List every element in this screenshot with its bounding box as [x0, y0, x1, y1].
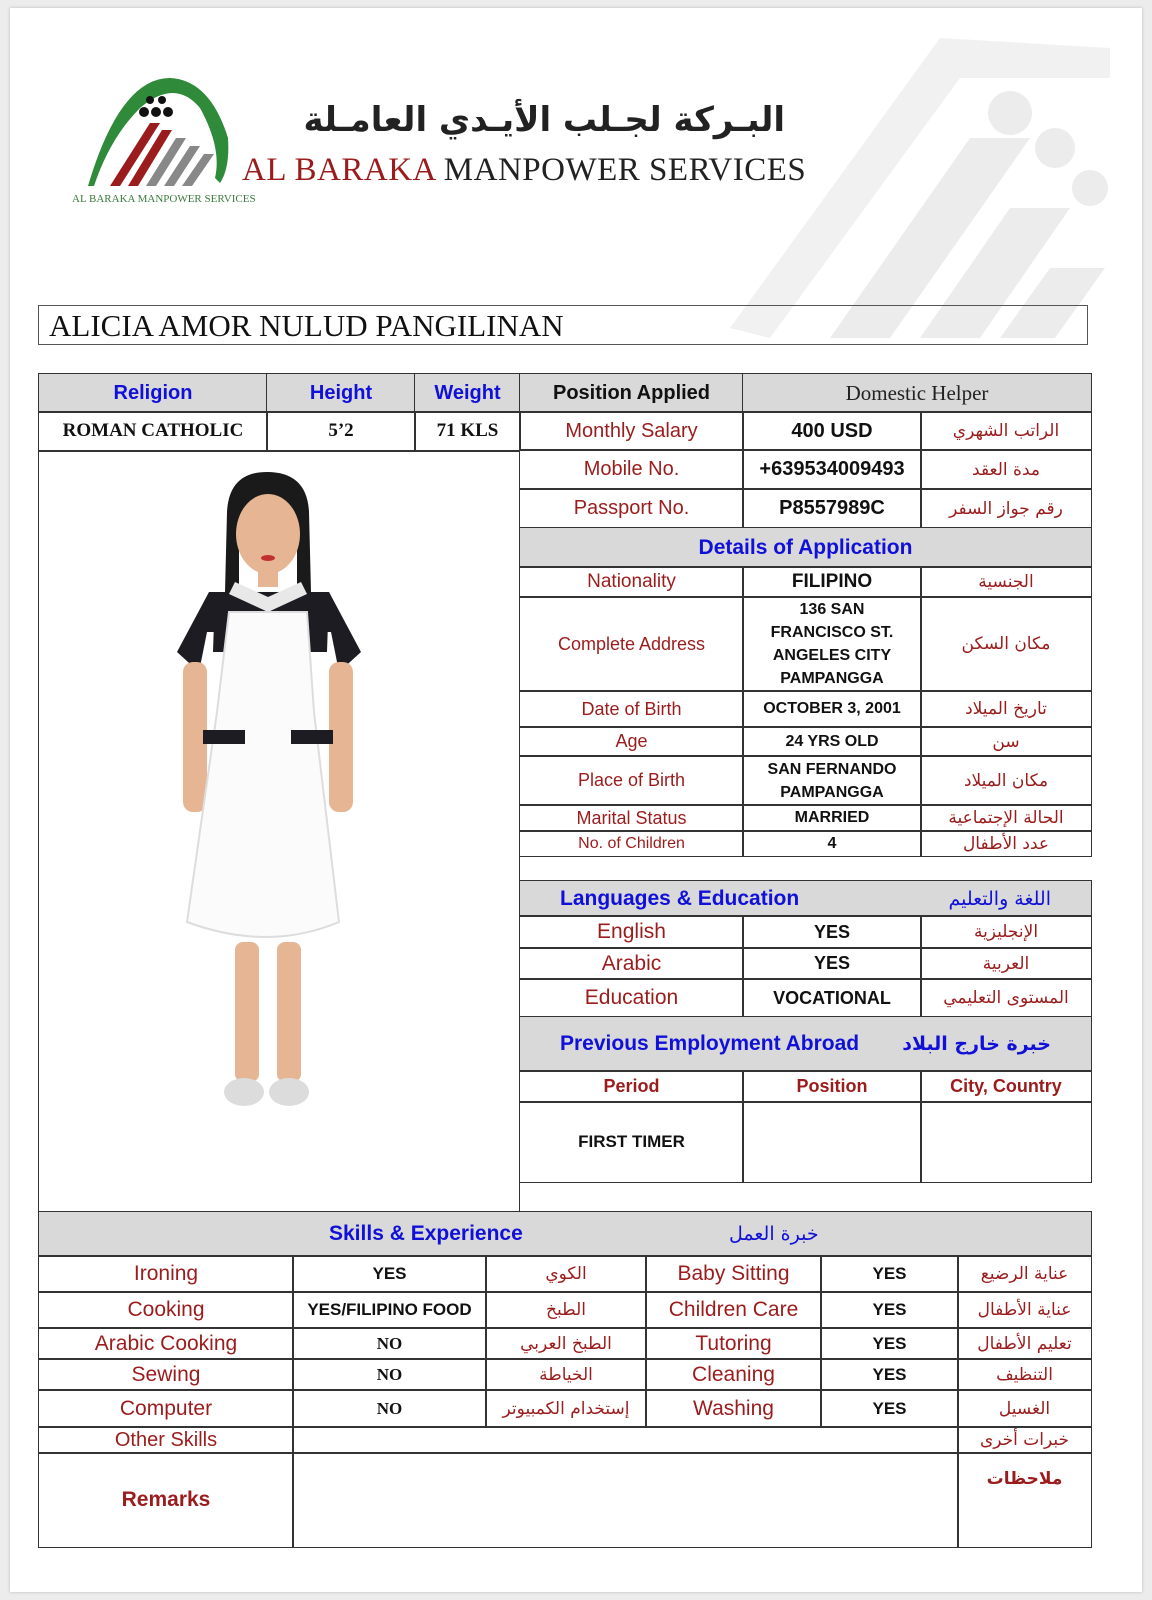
skill-baby-sitting-label-ar: عناية الرضيع	[957, 1255, 1092, 1293]
pob-label: Place of Birth	[519, 755, 744, 806]
employment-city-value	[920, 1101, 1092, 1183]
age-label: Age	[519, 726, 744, 757]
english-label-ar: الإنجليزية	[920, 915, 1092, 949]
education-value: VOCATIONAL	[742, 978, 922, 1018]
height-header: Height	[266, 373, 416, 413]
skill-cleaning-value: YES	[820, 1358, 959, 1391]
remarks-label: Remarks	[38, 1452, 294, 1548]
english-company-title	[242, 152, 806, 189]
weight-header: Weight	[414, 373, 521, 413]
skill-ironing-label-ar: الكوي	[485, 1255, 647, 1293]
skill-computer-value: NO	[292, 1389, 487, 1428]
nationality-label: Nationality	[519, 566, 744, 598]
dob-value: OCTOBER 3, 2001	[742, 690, 922, 728]
skill-arabic-cooking-label-ar: الطبخ العربي	[485, 1327, 647, 1360]
other-skills-label: Other Skills	[38, 1426, 294, 1454]
logo-caption: AL BARAKA MANPOWER SERVICES	[72, 193, 256, 205]
children-label: No. of Children	[519, 830, 744, 857]
skills-header	[38, 1211, 1092, 1257]
employment-header	[519, 1016, 1092, 1072]
skill-sewing-value: NO	[292, 1358, 487, 1391]
mobile-label: Mobile No.	[519, 449, 744, 490]
skill-ironing-label: Ironing	[38, 1255, 294, 1293]
skill-cooking-label: Cooking	[38, 1291, 294, 1329]
skill-arabic-cooking-value: NO	[292, 1327, 487, 1360]
arabic-value: YES	[742, 947, 922, 980]
position-col-header: Position	[742, 1070, 922, 1103]
arabic-label-ar: العربية	[920, 947, 1092, 980]
city-col-header: City, Country	[920, 1070, 1092, 1103]
nationality-label-ar: الجنسية	[920, 566, 1092, 598]
other-skills-label-ar: خبرات أخرى	[957, 1426, 1092, 1454]
passport-label-ar: رقم جواز السفر	[920, 488, 1092, 529]
employment-period-value: FIRST TIMER	[519, 1101, 744, 1183]
skill-baby-sitting-value: YES	[820, 1255, 959, 1293]
skill-sewing-label-ar: الخياطة	[485, 1358, 647, 1391]
religion-value: ROMAN CATHOLIC	[38, 411, 268, 451]
languages-header	[519, 880, 1092, 917]
skill-baby-sitting-label: Baby Sitting	[645, 1255, 822, 1293]
candidate-figure-icon	[39, 452, 521, 1214]
dob-label-ar: تاريخ الميلاد	[920, 690, 1092, 728]
dob-label: Date of Birth	[519, 690, 744, 728]
marital-label: Marital Status	[519, 804, 744, 832]
pob-value: SAN FERNANDO PAMPANGGA	[742, 755, 922, 806]
candidate-photo	[38, 451, 520, 1213]
marital-label-ar: الحالة الإجتماعية	[920, 804, 1092, 832]
skill-computer-label-ar: إستخدام الكمبيوتر	[485, 1389, 647, 1428]
address-label-ar: مكان السكن	[920, 596, 1092, 692]
address-value: 136 SAN FRANCISCO ST. ANGELES CITY PAMPANGGA	[742, 596, 922, 692]
nationality-value: FILIPINO	[742, 566, 922, 598]
age-value: 24 YRS OLD	[742, 726, 922, 757]
height-value: 5’2	[266, 411, 416, 451]
skill-children-care-value: YES	[820, 1291, 959, 1329]
skill-ironing-value: YES	[292, 1255, 487, 1293]
skills-header-title: Skills & Experience	[329, 1222, 523, 1245]
religion-header: Religion	[38, 373, 268, 413]
languages-header-title: Languages & Education	[560, 886, 800, 910]
education-label: Education	[519, 978, 744, 1018]
skill-cleaning-label: Cleaning	[645, 1358, 822, 1391]
period-col-header: Period	[519, 1070, 744, 1103]
age-label-ar: سن	[920, 726, 1092, 757]
candidate-name: ALICIA AMOR NULUD PANGILINAN	[38, 305, 1088, 345]
skill-cooking-value: YES/FILIPINO FOOD	[292, 1291, 487, 1329]
employment-header-title: Previous Employment Abroad	[560, 1032, 860, 1055]
pob-label-ar: مكان الميلاد	[920, 755, 1092, 806]
skill-tutoring-label: Tutoring	[645, 1327, 822, 1360]
mobile-label-ar: مدة العقد	[920, 449, 1092, 490]
skill-tutoring-label-ar: تعليم الأطفال	[957, 1327, 1092, 1360]
arabic-company-title: البـركة لجـلب الأيـدي العامـلة	[303, 100, 785, 140]
skill-arabic-cooking-label: Arabic Cooking	[38, 1327, 294, 1360]
marital-value: MARRIED	[742, 804, 922, 832]
other-skills-value	[292, 1426, 959, 1454]
skill-children-care-label-ar: عناية الأطفال	[957, 1291, 1092, 1329]
skill-cleaning-label-ar: التنظيف	[957, 1358, 1092, 1391]
remarks-value	[292, 1452, 959, 1548]
salary-value: 400 USD	[742, 411, 922, 451]
skill-tutoring-value: YES	[820, 1327, 959, 1360]
brand-suffix: MANPOWER SERVICES	[443, 152, 807, 188]
weight-value: 71 KLS	[414, 411, 521, 451]
skill-washing-label-ar: الغسيل	[957, 1389, 1092, 1428]
remarks-label-ar: ملاحظات	[957, 1452, 1092, 1548]
education-label-ar: المستوى التعليمي	[920, 978, 1092, 1018]
address-label: Complete Address	[519, 596, 744, 692]
skill-children-care-label: Children Care	[645, 1291, 822, 1329]
brand-name: AL BARAKA	[242, 152, 436, 188]
english-label: English	[519, 915, 744, 949]
employment-header-ar: خبرة خارج البلاد	[902, 1033, 1051, 1055]
passport-value: P8557989C	[742, 488, 922, 529]
skill-computer-label: Computer	[38, 1389, 294, 1428]
position-applied-label: Position Applied	[519, 373, 744, 413]
skill-washing-value: YES	[820, 1389, 959, 1428]
application-form	[10, 8, 1142, 1592]
skill-washing-label: Washing	[645, 1389, 822, 1428]
children-label-ar: عدد الأطفال	[920, 830, 1092, 857]
mobile-value: +639534009493	[742, 449, 922, 490]
employment-position-value	[742, 1101, 922, 1183]
details-header: Details of Application	[519, 527, 1092, 568]
salary-label: Monthly Salary	[519, 411, 744, 451]
passport-label: Passport No.	[519, 488, 744, 529]
skills-header-ar: خبرة العمل	[729, 1223, 819, 1245]
position-applied-value: Domestic Helper	[742, 373, 1092, 413]
salary-label-ar: الراتب الشهري	[920, 411, 1092, 451]
arabic-label: Arabic	[519, 947, 744, 980]
languages-header-ar: اللغة والتعليم	[948, 887, 1051, 910]
skill-sewing-label: Sewing	[38, 1358, 294, 1391]
english-value: YES	[742, 915, 922, 949]
children-value: 4	[742, 830, 922, 857]
skill-cooking-label-ar: الطبخ	[485, 1291, 647, 1329]
